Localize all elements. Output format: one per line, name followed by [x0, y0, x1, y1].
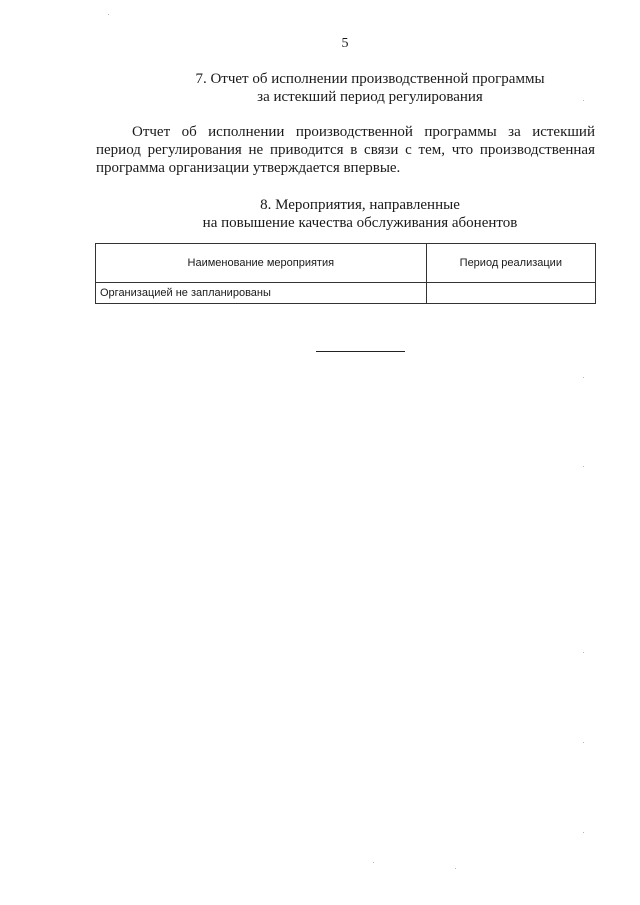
table-header-row [96, 244, 596, 283]
section-7-heading [0, 70, 640, 106]
scan-speck [583, 100, 584, 101]
table-cell-name: Организацией не запланированы [96, 283, 427, 304]
section-8-heading-line-2: на повышение качества обслуживания абонентов [202, 215, 518, 231]
page-number: 5 [341, 36, 349, 51]
scan-speck [583, 652, 584, 653]
scan-speck [583, 466, 584, 467]
table-row [96, 283, 596, 304]
scan-speck [373, 862, 374, 863]
scan-speck [108, 14, 109, 15]
scan-speck [583, 377, 584, 378]
scan-speck [583, 742, 584, 743]
section-8-heading [0, 196, 640, 232]
column-header-name: Наименование мероприятия [96, 244, 427, 283]
section-7-heading-line-1: 7. Отчет об исполнении производственной программы [195, 71, 545, 87]
scan-speck [455, 868, 456, 869]
column-header-period: Период реализации [426, 244, 595, 283]
scan-speck [583, 832, 584, 833]
section-7-paragraph: Отчет об исполнении производственной программы за истекший период регулирования не приводится в связи с тем, что производственная программа организации утверждается впервые. [96, 124, 595, 176]
events-table [95, 243, 596, 304]
section-7-heading-line-2: за истекший период регулирования [257, 89, 483, 105]
section-8-heading-line-1: 8. Мероприятия, направленные [260, 197, 460, 213]
table-cell-period [426, 283, 595, 304]
end-of-document-line [316, 351, 405, 352]
